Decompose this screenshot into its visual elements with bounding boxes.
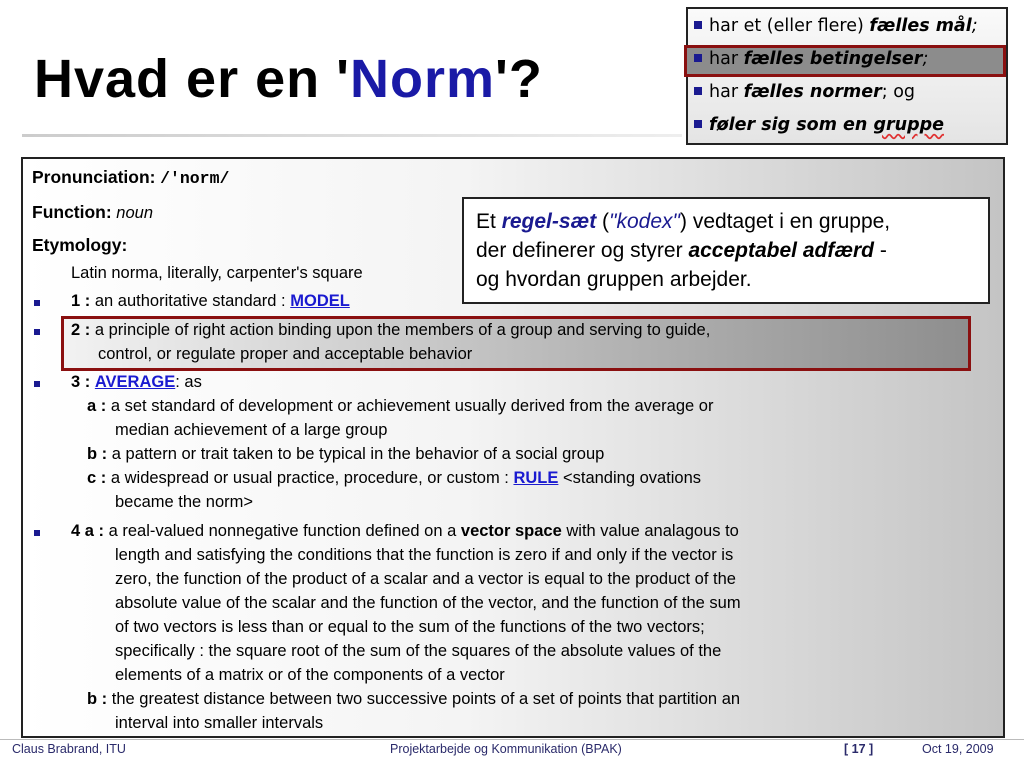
definition-3c-cont: became the norm> xyxy=(115,493,254,511)
def-box-emph: regel-sæt xyxy=(501,210,597,233)
definition-3c xyxy=(87,469,701,488)
average-link[interactable]: AVERAGE xyxy=(94,373,176,391)
pronunciation-label: Pronunciation: xyxy=(32,167,156,187)
footer-author: Claus Brabrand, ITU xyxy=(12,742,126,756)
callout-text: har et (eller flere) xyxy=(709,16,870,36)
callout-text: ; og xyxy=(881,82,916,102)
callout-text: har xyxy=(709,82,744,102)
def-text: a widespread or usual practice, procedure, or custom : xyxy=(106,469,514,487)
def-number: b : xyxy=(87,445,108,463)
footer-rule xyxy=(0,739,1024,740)
bullet-icon xyxy=(34,329,40,335)
def-number: 3 : xyxy=(71,373,91,391)
etymology-label: Etymology: xyxy=(32,235,128,255)
function-value: noun xyxy=(116,204,154,222)
def-text: <standing ovations xyxy=(558,469,702,487)
def-box-line-3: og hvordan gruppen arbejder. xyxy=(476,268,752,291)
rule-link[interactable]: RULE xyxy=(513,469,559,487)
bullet-square-icon xyxy=(694,54,702,62)
definition-4a-cont: of two vectors is less than or equal to the sum of the functions of the two vectors; xyxy=(115,618,705,636)
def-number: 4 a : xyxy=(71,522,105,540)
def-box-line-1 xyxy=(476,207,976,236)
def-box-emph: "kodex" xyxy=(609,210,680,233)
def-text: with value analagous to xyxy=(561,522,739,540)
def-number: 1 : xyxy=(71,292,91,310)
bullet-square-icon xyxy=(694,21,702,29)
def-text: a principle of right action binding upon the members of a group and serving to guide, xyxy=(90,321,711,339)
callout-item xyxy=(694,115,944,135)
etymology-line xyxy=(32,235,127,256)
definition-4b xyxy=(87,690,740,709)
definition-4a-cont: absolute value of the scalar and the function of the vector, and the function of the sum xyxy=(115,594,741,612)
callout-bold: føler sig som en xyxy=(709,115,874,135)
bullet-square-icon xyxy=(694,87,702,95)
callout-text: ; xyxy=(971,16,978,36)
norm-definition-box xyxy=(462,197,990,304)
callout-item xyxy=(694,82,915,102)
callout-item xyxy=(694,16,978,36)
bullet-icon xyxy=(34,381,40,387)
def-box-emph: acceptabel adfærd xyxy=(688,239,875,262)
def-box-text: ) vedtaget i en gruppe, xyxy=(680,210,891,233)
etymology-value: Latin norma, literally, carpenter's square xyxy=(71,264,363,282)
function-label: Function: xyxy=(32,202,112,222)
callout-item xyxy=(694,49,928,69)
definition-3a-cont: median achievement of a large group xyxy=(115,421,388,439)
def-number: b : xyxy=(87,690,108,708)
def-text: a set standard of development or achievement usually derived from the average or xyxy=(106,397,714,415)
bullet-icon xyxy=(34,530,40,536)
def-text: a pattern or trait taken to be typical in the behavior of a social group xyxy=(107,445,605,463)
definition-3b xyxy=(87,445,604,464)
title-rule xyxy=(22,134,682,137)
group-criteria-callout xyxy=(686,7,1008,145)
bullet-icon xyxy=(34,300,40,306)
pronunciation-value: /'norm/ xyxy=(160,169,230,188)
title-prefix: Hvad er en ' xyxy=(34,49,350,109)
def-box-text: Et xyxy=(476,210,502,233)
def-text: a real-valued nonnegative function defined on a xyxy=(104,522,461,540)
callout-bold-spellcheck: gruppe xyxy=(873,115,944,135)
definition-4b-cont: interval into smaller intervals xyxy=(115,714,324,732)
model-link[interactable]: MODEL xyxy=(290,292,350,310)
definition-2 xyxy=(71,321,710,340)
pronunciation-line xyxy=(32,167,229,188)
definition-3a xyxy=(87,397,713,416)
definition-4a xyxy=(71,522,739,541)
callout-bold: fælles betingelser xyxy=(743,49,923,69)
definition-4a-cont: specifically : the square root of the sum of the squares of the absolute values of the xyxy=(115,642,722,660)
definition-3 xyxy=(71,373,202,392)
def-number: 2 : xyxy=(71,321,91,339)
definition-4a-cont: elements of a matrix or of the components of a vector xyxy=(115,666,505,684)
title-highlight: Norm xyxy=(349,49,495,109)
def-box-text: - xyxy=(874,239,887,262)
callout-bold: fælles normer xyxy=(743,82,882,102)
definition-4a-cont: length and satisfying the conditions that the function is zero if and only if the vector is xyxy=(115,546,734,564)
function-line xyxy=(32,202,153,223)
def-box-text: der definerer og styrer xyxy=(476,239,689,262)
bullet-square-icon xyxy=(694,120,702,128)
definition-4a-cont: zero, the function of the product of a scalar and a vector is equal to the product of the xyxy=(115,570,736,588)
footer-date: Oct 19, 2009 xyxy=(922,742,994,756)
def-text: : as xyxy=(175,373,202,391)
def-text: an authoritative standard : xyxy=(90,292,291,310)
callout-bold: fælles mål xyxy=(869,16,972,36)
callout-text: ; xyxy=(922,49,929,69)
def-number: c : xyxy=(87,469,107,487)
title-suffix: '? xyxy=(494,49,543,109)
slide-title xyxy=(34,48,543,110)
definition-2-cont: control, or regulate proper and acceptable behavior xyxy=(98,345,473,363)
def-box-line-2 xyxy=(476,236,976,265)
def-bold: vector space xyxy=(460,522,562,540)
footer-course: Projektarbejde og Kommunikation (BPAK) xyxy=(390,742,622,756)
def-text: the greatest distance between two successive points of a set of points that partition an xyxy=(107,690,741,708)
def-number: a : xyxy=(87,397,107,415)
callout-text: har xyxy=(709,49,744,69)
definition-1 xyxy=(71,292,350,311)
def-box-text: ( xyxy=(596,210,610,233)
footer-page: [ 17 ] xyxy=(844,742,874,756)
